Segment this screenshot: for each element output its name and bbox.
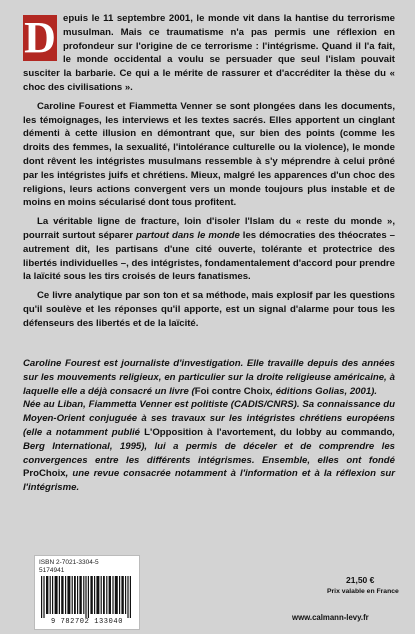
barcode-digits: 9 782702 133040 [50, 618, 123, 626]
bio-fourest [23, 357, 395, 398]
barcode-block [34, 555, 140, 630]
isbn-label [39, 559, 99, 575]
product-code: 5174941 [39, 567, 65, 574]
book-title: Foi contre Choix [194, 385, 271, 397]
paragraph-fracture-part: La véritable ligne de fracture, loin d'isoler l'Islam du « reste du monde », pourrait surtout séparer [23, 216, 395, 241]
bio-text: , Berg International, 1995), lui a permis de déceler et de comprendre les convergences entre les différents intégrismes. Ensemble, elles ont fondé [23, 426, 395, 466]
barcode-icon [39, 576, 135, 618]
paragraph-intro-text: epuis le 11 septembre 2001, le monde vit dans la hantise du terrorisme musulman. Mais ce traumatisme n'a pas permis une réflexion en profondeur sur l'origine de ce terrorisme : l'intégrisme. Quand il l'a fait, le monde occidental a voulu se persuader que seul l'islam pouvait susciter la barbarie. Ce qui a le mérite de rassurer et d'accréditer la thèse du « choc des civilisations ». [23, 13, 395, 93]
bio-text: Née au Liban, Fiammetta Venner est politiste (CADIS/CNRS). Sa connaissance du Moyen-Orient conjuguée à ses travaux sur les intégristes chrétiens européens (elle a notamment publié [23, 399, 395, 438]
blurb [23, 12, 395, 336]
paragraph-intro [23, 12, 395, 95]
isbn-number: ISBN 2-7021-3304-5 [39, 559, 99, 566]
drop-cap: D [24, 13, 56, 62]
paragraph-fracture-part: les démocraties des théocrates – autrement dit, les partisans d'une cité ouverte, tolérante et protectrice des libertés individuelles –, des intégristes, fondamentalement d'accord pour prendre la laïcité sous les tirs croisés de leurs fanatismes. [23, 229, 395, 283]
bio-venner [23, 398, 395, 495]
book-title: L'Opposition à l'avortement, du lobby au commando [144, 426, 393, 438]
paragraph-conclusion: Ce livre analytique par son ton et sa méthode, mais explosif par les questions qu'il soulève et les réponses qu'il apporte, est un signal d'alarme pour tous les défenseurs des libertés et de la laïcité. [23, 290, 395, 329]
bio-text: , une revue consacrée notamment à l'information et à la réflexion sur l'intégrisme. [23, 468, 395, 494]
publisher-website: www.calmann-levy.fr [292, 613, 369, 622]
paragraph-authors: Caroline Fourest et Fiammetta Venner se sont plongées dans les documents, les témoignages, les interviews et les textes sacrés. Elles apportent un cinglant démenti à cette illusion en démontrant que, sur bien des points (comme les droits des femmes, la sexualité, l'intolérance culturelle ou la violence), le monde dont rêvent les intégristes musulmans ressemble à s'y méprendre à celui prôné par les intégristes juifs et chrétiens. Mieux, malgré les apparences d'un choc des religions, leurs actions convergent vers un monde toujours plus instable et de moins en moins sécularisé dont tous profitent. [23, 100, 395, 209]
bio-text: , éditions Golias, 2001). [270, 385, 378, 397]
journal-title: ProChoix [23, 468, 66, 480]
author-bios [23, 357, 395, 495]
paragraph-fracture-emphasis: partout dans le monde [135, 229, 240, 241]
price-note: Prix valable en France [327, 588, 399, 595]
price: 21,50 € [346, 575, 375, 585]
bio-text: Caroline Fourest est journaliste d'investigation. Elle travaille depuis des années sur les mouvements religieux, en particulier sur la droite religieuse américaine, à laquelle elle a déjà consacré un livre ( [23, 358, 395, 397]
paragraph-fracture [23, 215, 395, 284]
